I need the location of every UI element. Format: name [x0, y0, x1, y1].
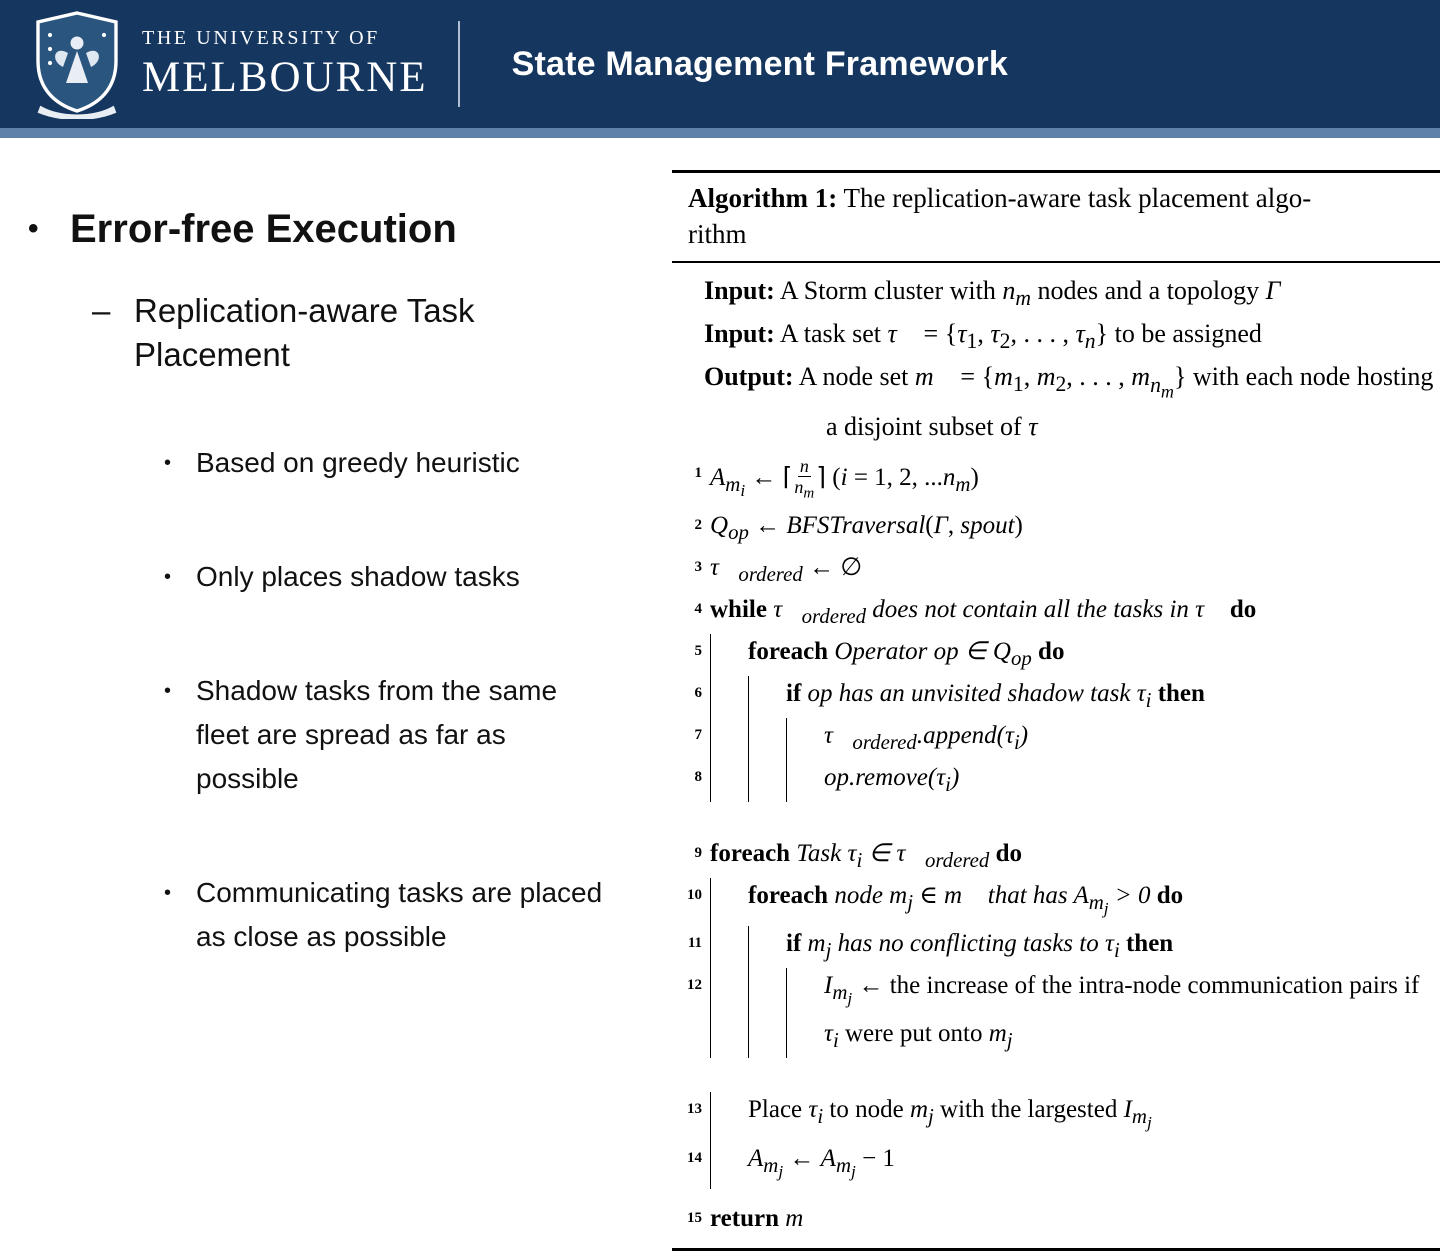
indent-guide — [710, 760, 748, 802]
block-gap — [676, 802, 1436, 836]
algorithm-line-text: foreach Task $\tau_i$ ∈ $\tau⃗_{ordered}$ do — [710, 840, 1022, 873]
indent-guide — [710, 1092, 748, 1140]
algorithm-io — [672, 263, 1440, 448]
university-crest-icon — [30, 9, 124, 119]
subheading-text: Replication-aware Task Placement — [134, 292, 475, 373]
algorithm-line — [676, 508, 1436, 550]
university-name-main: MELBOURNE — [142, 53, 428, 101]
algorithm-line-text: if op has an unvisited shadow task $\tau_i$ then — [786, 680, 1205, 713]
indent-guide — [748, 968, 786, 1058]
line-number: 11 — [687, 935, 702, 952]
indent-guide — [710, 968, 748, 1058]
university-name-top: THE UNIVERSITY OF — [142, 26, 380, 49]
algorithm-line-text: $\tau⃗_{ordered}.append(\tau_i)$ — [824, 722, 1029, 755]
line-number: 12 — [687, 977, 702, 994]
list-item — [164, 441, 668, 485]
algorithm-line-text: if $m_j$ has no conflicting tasks to $\tau_i$ then — [786, 930, 1174, 963]
indent-guide — [710, 878, 748, 926]
indent-guide — [748, 718, 786, 760]
line-number: 10 — [687, 887, 702, 904]
algorithm-line — [676, 926, 1436, 968]
algorithm-line — [676, 968, 1436, 1058]
algorithm-line-text: return m⃗ — [710, 1204, 823, 1232]
algorithm-line — [676, 878, 1436, 926]
algorithm-line — [676, 836, 1436, 878]
algorithm-line — [676, 592, 1436, 634]
bullet-subheading — [92, 289, 668, 377]
indent-guide — [748, 926, 786, 968]
sub-bullet-text: Shadow tasks from the same fleet are spread as far as possible — [196, 675, 558, 794]
algorithm-line — [676, 1201, 1436, 1236]
algorithm-line — [676, 718, 1436, 760]
algorithm-figure — [672, 170, 1440, 1251]
algorithm-line-text: $Q_{op}$ ← BFSTraversal(Γ, spout) — [710, 512, 1023, 545]
header-divider — [458, 21, 460, 107]
algorithm-line-text: foreach node $m_j$ ∈ m⃗ that has $A_{m_j} > 0$ do — [748, 882, 1184, 919]
bullet-icon: • — [28, 212, 39, 245]
line-number: 13 — [687, 1101, 702, 1118]
page-title: State Management Framework — [511, 44, 1009, 83]
bullet-icon: • — [164, 680, 172, 702]
algorithm-line-text: $A_{m_j}$ ← $A_{m_j} - 1$ — [748, 1144, 895, 1181]
algorithm-caption: Algorithm 1: The replication-aware task placement algo- rithm — [672, 170, 1440, 263]
bullet-heading — [28, 205, 668, 253]
algorithm-line-text: $op.remove(\tau_i)$ — [824, 764, 960, 797]
line-number: 7 — [694, 727, 702, 744]
algorithm-line-text: $A_{m_i}$ ← ⌈ $\frac{n}{n_m}$ ⌉ (i = 1, 2, $...n_m$) — [710, 455, 979, 502]
indent-guide — [710, 634, 748, 676]
list-item — [164, 555, 668, 599]
bullet-icon: • — [164, 452, 172, 474]
algorithm-line — [676, 1092, 1436, 1140]
indent-guide — [710, 1141, 748, 1189]
line-number: 15 — [687, 1209, 702, 1226]
sub-bullet-text: Communicating tasks are placed as close as possible — [196, 877, 603, 952]
indent-guide — [748, 760, 786, 802]
bullet-icon: • — [164, 882, 172, 904]
heading-text: Error-free Execution — [70, 207, 457, 251]
algorithm-line — [676, 634, 1436, 676]
algorithm-line-text: Place $\tau_i$ to node $m_j$ with the largested $I_{m_j}$ — [748, 1096, 1152, 1133]
line-number: 4 — [694, 601, 702, 618]
line-number: 3 — [694, 559, 702, 576]
university-logo — [0, 9, 428, 119]
algorithm-line-text: while $\tau⃗_{ordered}$ does not contain all the tasks in τ⃗ do — [710, 596, 1257, 629]
line-number: 6 — [694, 685, 702, 702]
line-number: 5 — [694, 643, 702, 660]
algorithm-line-text: foreach Operator op ∈ $Q_{op}$ do — [748, 638, 1065, 671]
sub-bullet-list — [164, 441, 668, 959]
indent-guide — [710, 926, 748, 968]
line-number: 1 — [694, 464, 702, 481]
indent-guide — [786, 968, 824, 1058]
indent-guide — [710, 676, 748, 718]
algorithm-body — [672, 448, 1440, 1251]
algorithm-io-line: Input: A Storm cluster with $n_m$ nodes and a topology Γ — [704, 276, 1281, 311]
algorithm-line — [676, 676, 1436, 718]
algorithm-line — [676, 760, 1436, 802]
line-number: 2 — [694, 517, 702, 534]
algorithm-line-text: $I_{m_j}$ ← the increase of the intra-node communication pairs if $\tau_i$ were put onto $m_j$ — [824, 972, 1420, 1053]
line-number: 8 — [694, 769, 702, 786]
algorithm-line — [676, 550, 1436, 592]
list-item — [164, 669, 668, 801]
block-gap — [676, 1058, 1436, 1092]
algorithm-io-line: Output: A node set m⃗ = {$m_1$, $m_2$, . . . , $m_{n_m}$} with each node hosting a disjoint subset of τ⃗ — [704, 362, 1434, 441]
university-wordmark — [142, 27, 428, 102]
slide-header — [0, 0, 1440, 128]
indent-guide — [786, 718, 824, 760]
indent-guide — [710, 718, 748, 760]
algorithm-line — [676, 1141, 1436, 1189]
sub-bullet-text: Based on greedy heuristic — [196, 447, 520, 478]
line-number: 9 — [694, 845, 702, 862]
algorithm-line-text: $\tau⃗_{ordered}$ ← ∅ — [710, 554, 863, 587]
dash-bullet-icon: – — [92, 292, 111, 329]
header-accent-strip — [0, 128, 1440, 138]
indent-guide — [786, 760, 824, 802]
block-gap — [676, 1189, 1436, 1201]
algorithm-line — [676, 456, 1436, 508]
list-item — [164, 871, 668, 959]
indent-guide — [748, 676, 786, 718]
sub-bullet-text: Only places shadow tasks — [196, 561, 520, 592]
algorithm-io-line: Input: A task set τ⃗ = {$\tau_1$, $\tau_2$, . . . , $\tau_n$} to be assigned — [704, 319, 1262, 354]
bullet-icon: • — [164, 566, 172, 588]
slide-body — [28, 205, 668, 1029]
line-number: 14 — [687, 1149, 702, 1166]
